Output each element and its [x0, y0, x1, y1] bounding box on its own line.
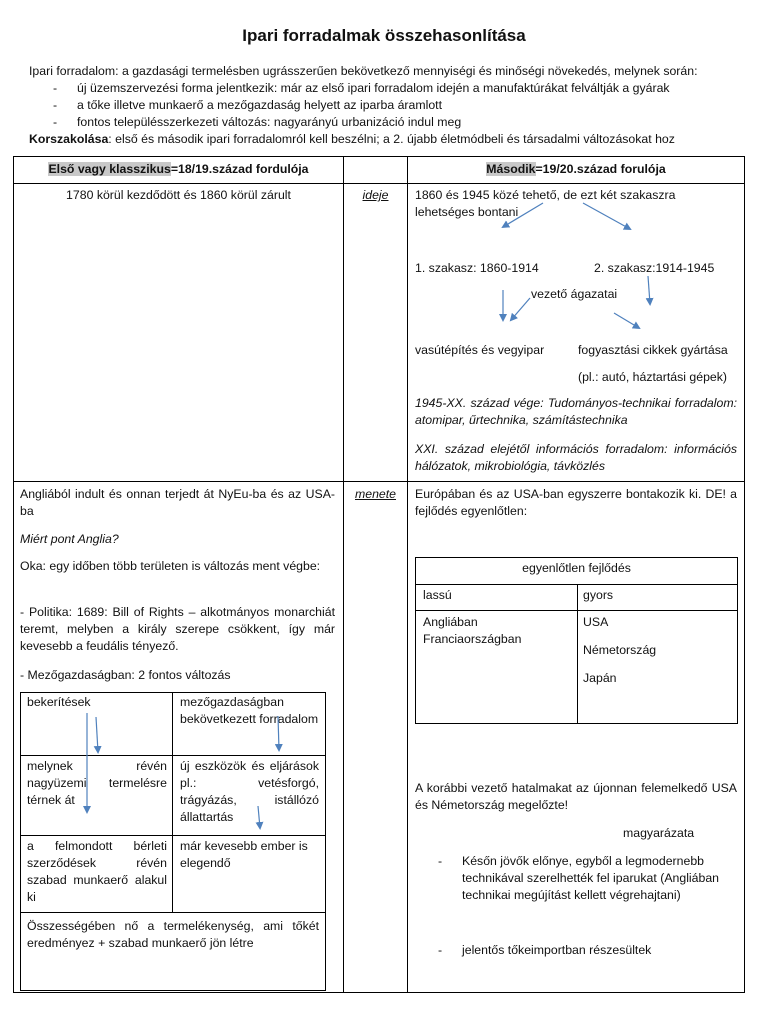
table-border [13, 992, 744, 993]
era-info-revolution: XXI. század elejétől információs forradalom: információs hálózatok, mikrobiológia, távközlés [415, 442, 737, 473]
table-border [13, 156, 14, 993]
slow-country: Franciaországban [423, 632, 522, 646]
why-england: Miért pont Anglia? [20, 532, 119, 546]
uneven-slow: lassú [423, 588, 452, 602]
intro-bullet: - új üzemszervezési forma jelentkezik: már az első ipari forradalom idején a manufaktúrákat felváltják a gyárak [29, 80, 749, 97]
table-border [13, 156, 744, 157]
uneven-fast: gyors [583, 588, 614, 602]
sector-1: vasútépítés és vegyipar [415, 343, 545, 357]
leading-sectors: vezető ágazatai [531, 287, 618, 301]
intro-definition: Ipari forradalom: a gazdasági termelésben ugrásszerűen bekövetkező mennyiségi és minőségi növekedés, melynek során: [29, 64, 698, 78]
era-tech-revolution: 1945-XX. század vége: Tudományos-technikai forradalom: atomipar, űrtechnika, számítástechnika [415, 396, 737, 427]
slow-country: Angliában [423, 615, 478, 629]
cause-text: Oka: egy időben több területen is változás ment végbe: [20, 559, 321, 573]
intro-bullet: - a tőke illetve munkaerő a mezőgazdaság helyett az iparba áramlott [29, 97, 749, 114]
table-border [744, 156, 745, 993]
table-border [13, 183, 744, 184]
agriculture-text: - Mezőgazdaságban: 2 fontos változás [20, 668, 231, 682]
first-period: 1780 körül kezdődött és 1860 körül zárult [66, 188, 291, 202]
fast-country: USA [583, 615, 609, 629]
fast-country: Japán [583, 671, 617, 685]
agri-revolution: mezőgazdaságban bekövetkezett forradalom [180, 695, 319, 726]
explanation-label: magyarázata [623, 826, 695, 840]
table-border [343, 156, 344, 993]
sector-2: fogyasztási cikkek gyártása [578, 343, 728, 357]
fast-country: Németország [583, 643, 657, 657]
table-border [13, 481, 744, 482]
header-second-revolution: Második=19/20.század forulója [486, 162, 666, 176]
page-title: Ipari forradalmak összehasonlítása [242, 26, 526, 45]
intro-korszak: Korszakolása: első és második ipari forradalomról kell beszélni; a 2. újabb életmódbeli és társadalmi változásokat hoz [29, 132, 675, 146]
arrow-icon [614, 313, 639, 328]
reason-capital-import: jelentős tőkeimportban részesültek [462, 943, 652, 957]
arrow-icon [511, 298, 530, 320]
fewer-people: már kevesebb ember is elegendő [180, 839, 308, 870]
phase-2: 2. szakasz:1914-1945 [594, 261, 715, 275]
second-period: 1860 és 1945 közé tehető, de ezt két szakaszra lehetséges bontani [415, 188, 676, 219]
header-first-revolution: Első vagy klasszikus=18/19.század fordulója [48, 162, 309, 176]
large-scale-farming: melynek révén nagyüzemi termelésre térnek át [27, 759, 167, 807]
free-labour: a felmondott bérleti szerződések révén szabad munkaerő alakul ki [27, 839, 167, 904]
reason-latecomer: Későn jövők előnye, egyből a legmodernebb technikával szerelhették fel iparukat (Angliában technikai megújítást kellett végrehajtani) [462, 854, 720, 902]
new-tools-methods: új eszközök és eljárások pl.: vetésforgó, trágyázás, istállózó állattartás [180, 759, 319, 824]
row-label-ideje: ideje [362, 188, 389, 202]
politics-text: - Politika: 1689: Bill of Rights – alkotmányos monarchiát teremt, melyben a király szerepe csökkent, így már kevesebb a feudális tényező. [20, 605, 335, 653]
intro-section [29, 63, 749, 148]
enclosures: bekerítések [27, 695, 91, 709]
table-border [407, 156, 408, 993]
arrow-icon [648, 276, 650, 304]
overtake-text: A korábbi vezető hatalmakat az újonnan felemelkedő USA és Németország megelőzte! [415, 781, 737, 812]
arrow-icon [96, 717, 98, 752]
phase-1: 1. szakasz: 1860-1914 [415, 261, 539, 275]
row-label-menete: menete [354, 487, 397, 501]
europe-usa-text: Európában és az USA-ban egyszerre bontakozik ki. DE! a fejlődés egyenlőtlen: [415, 487, 737, 518]
uneven-title: egyenlőtlen fejlődés [522, 561, 631, 575]
summary-productivity: Összességében nő a termelékenység, ami tőkét eredményez + szabad munkaerő jön létre [27, 919, 319, 950]
intro-bullet: - fontos településszerkezeti változás: nagyarányú urbanizáció indul meg [29, 114, 749, 131]
sector-2-examples: (pl.: autó, háztartási gépek) [578, 370, 728, 384]
spread-text: Angliából indult és onnan terjedt át NyEu-ba és az USA-ba [20, 487, 335, 518]
